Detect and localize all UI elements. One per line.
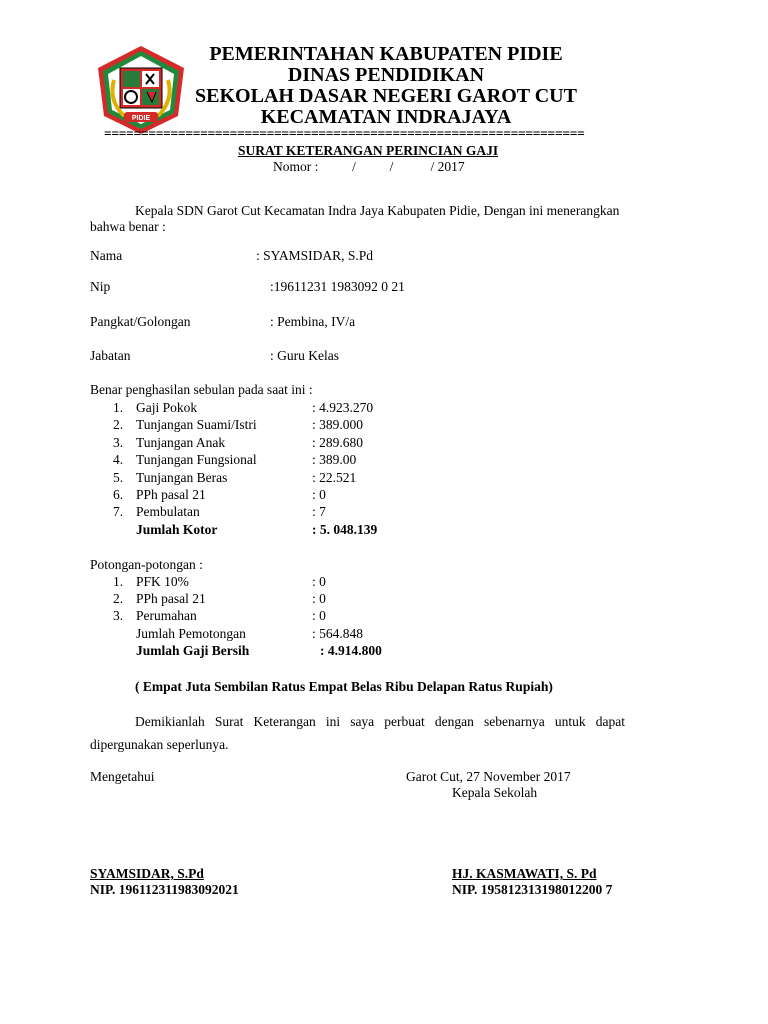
deductions-heading: Potongan-potongan : xyxy=(90,557,203,572)
deduction-item-label: PFK 10% xyxy=(136,574,189,589)
income-item-label: Tunjangan Anak xyxy=(136,435,226,450)
identity-value-nip: :19611231 1983092 0 21 xyxy=(270,279,405,294)
income-item-value: : 289.680 xyxy=(312,435,364,450)
header-district: KECAMATAN INDRAJAYA xyxy=(260,106,512,128)
income-item-value: : 4.923.270 xyxy=(312,400,374,415)
closing-line-1: Demikianlah Surat Keterangan ini saya perbuat dengan sebenarnya untuk dapat xyxy=(135,714,625,729)
deduction-sum-value: : 564.848 xyxy=(312,626,364,641)
gross-total-value: : 5. 048.139 xyxy=(312,522,378,537)
intro-line-1: Kepala SDN Garot Cut Kecamatan Indra Jaya Kabupaten Pidie, Dengan ini menerangkan xyxy=(135,203,620,218)
deduction-item-label: Perumahan xyxy=(136,608,197,623)
identity-label-rank: Pangkat/Golongan xyxy=(90,314,191,329)
deduction-item-no: 2. xyxy=(113,591,124,606)
place-date: Garot Cut, 27 November 2017 xyxy=(406,769,571,784)
deduction-item-no: 3. xyxy=(113,608,124,623)
identity-value-rank: : Pembina, IV/a xyxy=(270,314,356,329)
header-school: SEKOLAH DASAR NEGERI GAROT CUT xyxy=(195,85,577,107)
income-item-value: : 7 xyxy=(312,504,326,519)
income-item-no: 7. xyxy=(113,504,124,519)
income-item-no: 5. xyxy=(113,470,124,485)
net-salary-value: : 4.914.800 xyxy=(320,643,382,658)
income-item-label: Tunjangan Fungsional xyxy=(136,452,257,467)
income-item-value: : 22.521 xyxy=(312,470,357,485)
income-item-value: : 389.000 xyxy=(312,417,364,432)
right-signatory-nip: NIP. 195812313198012200 7 xyxy=(452,882,613,897)
right-signatory-name: HJ. KASMAWATI, S. Pd xyxy=(452,866,597,881)
income-item-value: : 389.00 xyxy=(312,452,357,467)
svg-text:PIDIE: PIDIE xyxy=(131,115,151,122)
deduction-item-value: : 0 xyxy=(312,574,326,589)
gross-total-label: Jumlah Kotor xyxy=(136,522,218,537)
header-divider: ================================================================= xyxy=(104,126,585,141)
income-item-label: Gaji Pokok xyxy=(136,400,198,415)
income-item-label: PPh pasal 21 xyxy=(136,487,206,502)
income-item-no: 6. xyxy=(113,487,124,502)
net-salary-label: Jumlah Gaji Bersih xyxy=(136,643,250,658)
amount-in-words: ( Empat Juta Sembilan Ratus Empat Belas Ribu Delapan Ratus Rupiah) xyxy=(135,679,553,694)
intro-line-2: bahwa benar : xyxy=(90,219,166,234)
acknowledged-label: Mengetahui xyxy=(90,769,155,784)
income-item-label: Tunjangan Suami/Istri xyxy=(136,417,257,432)
income-item-no: 4. xyxy=(113,452,124,467)
income-item-label: Pembulatan xyxy=(136,504,200,519)
closing-line-2: dipergunakan seperlunya. xyxy=(90,737,229,752)
left-signatory-nip: NIP. 196112311983092021 xyxy=(90,882,239,897)
income-item-no: 1. xyxy=(113,400,124,415)
identity-label-position: Jabatan xyxy=(90,348,131,363)
identity-value-name: : SYAMSIDAR, S.Pd xyxy=(256,248,374,263)
income-item-value: : 0 xyxy=(312,487,326,502)
principal-role: Kepala Sekolah xyxy=(452,785,538,800)
document-title: SURAT KETERANGAN PERINCIAN GAJI xyxy=(238,143,499,158)
header-department: DINAS PENDIDIKAN xyxy=(287,64,485,86)
deduction-item-value: : 0 xyxy=(312,608,326,623)
identity-value-position: : Guru Kelas xyxy=(270,348,339,363)
deduction-item-label: PPh pasal 21 xyxy=(136,591,206,606)
deduction-item-value: : 0 xyxy=(312,591,326,606)
income-heading: Benar penghasilan sebulan pada saat ini : xyxy=(90,382,313,397)
deduction-sum-label: Jumlah Pemotongan xyxy=(136,626,246,641)
left-signatory-name: SYAMSIDAR, S.Pd xyxy=(90,866,204,881)
income-item-label: Tunjangan Beras xyxy=(136,470,228,485)
document-number: Nomor : / / / 2017 xyxy=(273,159,465,174)
income-item-no: 2. xyxy=(113,417,124,432)
income-item-no: 3. xyxy=(113,435,124,450)
deduction-item-no: 1. xyxy=(113,574,124,589)
identity-label-name: Nama xyxy=(90,248,123,263)
identity-label-nip: Nip xyxy=(90,279,111,294)
header-government: PEMERINTAHAN KABUPATEN PIDIE xyxy=(209,43,563,65)
